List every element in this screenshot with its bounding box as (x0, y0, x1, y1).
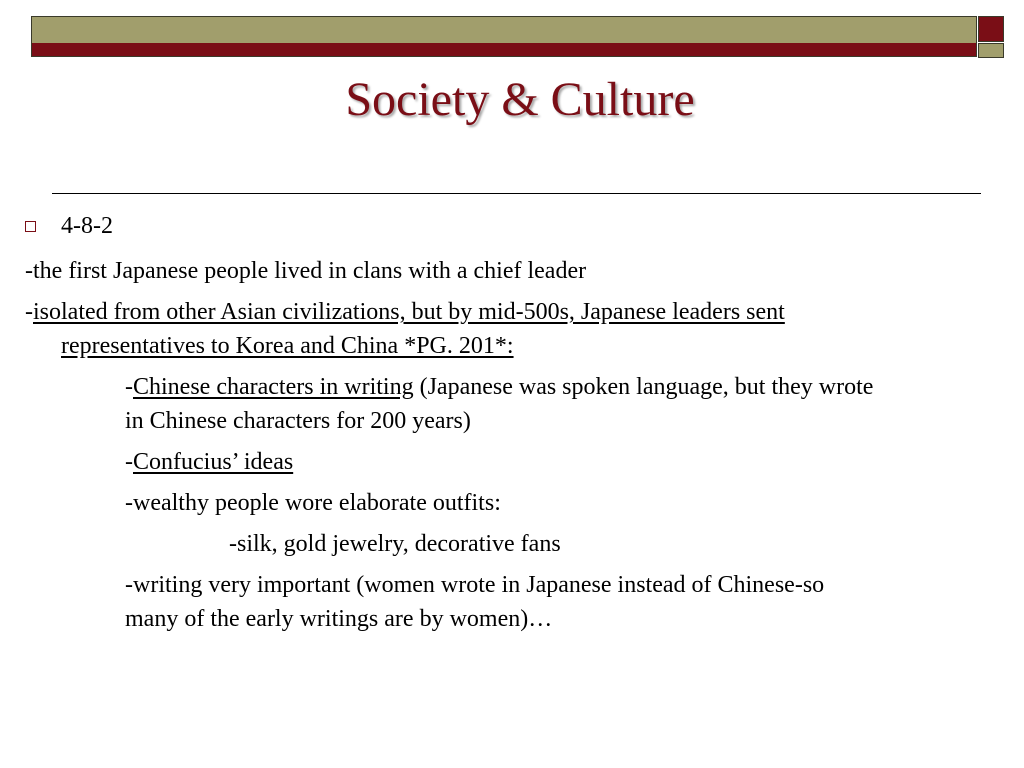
sub-sub-line-silk (229, 527, 561, 561)
sub-line-confucius-prefix: - (125, 449, 133, 475)
sub-line-chinese-characters-prefix: - (125, 374, 133, 400)
sub-line-chinese-characters (125, 370, 873, 404)
sub-line-writing (125, 568, 824, 602)
body-line-clans-text: -the first Japanese people lived in clans with a chief leader (25, 258, 587, 284)
slide-title: Society & Culture (345, 73, 695, 126)
sub-line-writing-cont (125, 602, 552, 636)
sub-line-wealthy (125, 486, 501, 520)
body-line-clans (25, 254, 586, 288)
section-code (61, 209, 113, 243)
sub-line-chinese-characters-suffix: (Japanese was spoken language, but they wrote (413, 374, 874, 400)
sub-line-confucius (125, 445, 293, 479)
body-line-isolated-prefix: - (25, 299, 33, 325)
body-line-representatives (61, 329, 514, 363)
sub-line-wealthy-text: -wealthy people wore elaborate outfits: (125, 490, 501, 516)
sub-line-chinese-characters-cont (125, 404, 471, 438)
section-code-text: 4-8-2 (61, 213, 113, 239)
body-line-isolated (25, 295, 785, 329)
hollow-square-bullet-icon (25, 221, 36, 232)
sub-line-writing-text: -writing very important (women wrote in Japanese instead of Chinese-so (125, 572, 825, 598)
sub-line-chinese-characters-underlined: Chinese characters in writing (133, 374, 414, 400)
sub-line-confucius-underlined: Confucius’ ideas (133, 449, 294, 475)
sub-sub-line-silk-text: -silk, gold jewelry, decorative fans (229, 531, 561, 557)
sub-line-chinese-characters-cont-text: in Chinese characters for 200 years) (125, 408, 471, 434)
body-line-representatives-underlined: representatives to Korea and China *PG. 201*: (61, 333, 514, 359)
body-line-isolated-underlined: isolated from other Asian civilizations, but by mid-500s, Japanese leaders sent (33, 299, 785, 325)
sub-line-writing-cont-text: many of the early writings are by women)… (125, 606, 553, 632)
